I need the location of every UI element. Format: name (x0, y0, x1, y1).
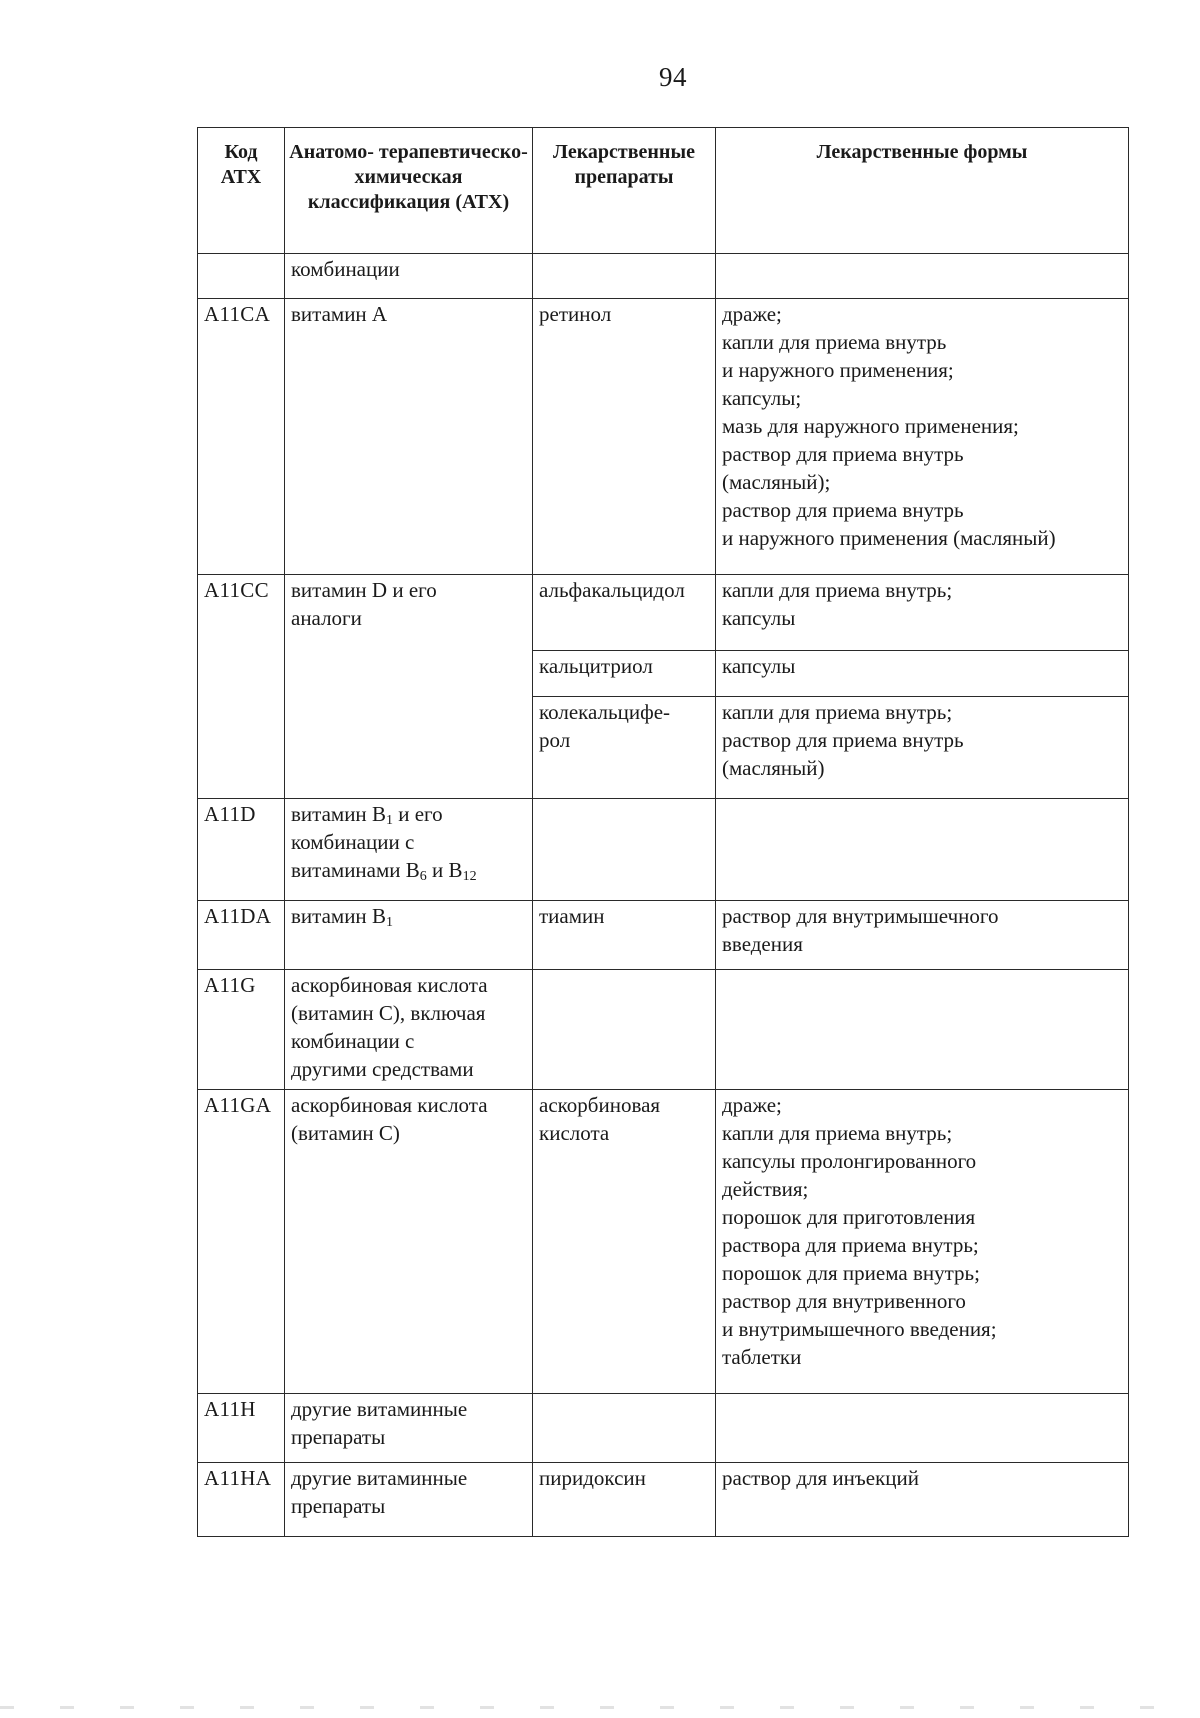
drug-name-line: пиридоксин (539, 1466, 646, 1490)
classification-cell (285, 799, 533, 901)
table-body (198, 254, 1129, 1537)
table-row (198, 970, 1129, 1090)
drug-name-line: аскорбиновая (539, 1093, 661, 1117)
drug-name-cell (533, 1463, 716, 1537)
dosage-form-line: капли для приема внутрь; (722, 1121, 953, 1145)
dosage-forms-cell (716, 970, 1129, 1090)
dosage-form-line: капсулы; (722, 386, 802, 410)
drug-name-line: тиамин (539, 904, 605, 928)
dosage-form-line: раствор для инъекций (722, 1466, 919, 1490)
dosage-form-line: драже; (722, 302, 782, 326)
dosage-form-line: порошок для приема внутрь; (722, 1261, 980, 1285)
classification-line: препараты (291, 1425, 386, 1449)
header-line: химическая (354, 166, 463, 188)
drug-name-cell (533, 970, 716, 1090)
drug-name-cell (533, 901, 716, 970)
atx-code-cell: A11H (198, 1394, 285, 1463)
header-line: Лекарственные (553, 141, 695, 163)
header-drugs (533, 128, 716, 254)
atx-table (197, 127, 1129, 1537)
drug-name-line: альфакальцидол (539, 578, 685, 602)
drug-name-line: колекальцифе- (539, 700, 671, 724)
dosage-forms-cell (716, 575, 1129, 651)
dosage-forms-cell (716, 1394, 1129, 1463)
drug-name-line: кальцитриол (539, 654, 653, 678)
dosage-form-line: капли для приема внутрь (722, 330, 947, 354)
dosage-forms-cell (716, 299, 1129, 575)
atx-code-cell: A11CA (198, 299, 285, 575)
classification-line: (витамин С) (291, 1121, 400, 1145)
classification-line: витамин А (291, 302, 388, 326)
classification-cell (285, 1090, 533, 1394)
header-line: Код (224, 141, 258, 163)
page-number: 94 (659, 62, 687, 92)
header-line: классификация (АТХ) (307, 191, 510, 213)
dosage-form-line: и внутримышечного введения; (722, 1317, 997, 1341)
header-code (198, 128, 285, 254)
classification-line: витамин $B_1$ (291, 904, 393, 930)
drug-name-cell (533, 254, 716, 299)
drug-name-cell (533, 1090, 716, 1394)
dosage-forms-cell (716, 651, 1129, 697)
atx-code-cell: A11HA (198, 1463, 285, 1537)
header-line: Лекарственные формы (816, 141, 1028, 163)
atx-code-cell: A11DA (198, 901, 285, 970)
table-row (198, 575, 1129, 651)
classification-line: аскорбиновая кислота (291, 973, 488, 997)
drug-name-line: кислота (539, 1121, 610, 1145)
dosage-form-line: драже; (722, 1093, 782, 1117)
dosage-forms-cell (716, 901, 1129, 970)
classification-line: аскорбиновая кислота (291, 1093, 488, 1117)
header-line: АТХ (220, 166, 262, 188)
table-row (198, 254, 1129, 299)
scan-artifact-line (0, 1706, 1200, 1709)
dosage-form-line: порошок для приготовления (722, 1205, 976, 1229)
header-classification (285, 128, 533, 254)
dosage-form-line: раствор для приема внутрь (722, 498, 964, 522)
dosage-forms-cell (716, 1463, 1129, 1537)
dosage-form-line: и наружного применения (масляный) (722, 526, 1056, 550)
dosage-form-line: раствор для приема внутрь (722, 442, 964, 466)
dosage-forms-cell (716, 799, 1129, 901)
header-line: Анатомо- (289, 141, 374, 163)
classification-line: (витамин С), включая (291, 1001, 486, 1025)
classification-line: аналоги (291, 606, 362, 630)
dosage-form-line: действия; (722, 1177, 809, 1201)
classification-line: комбинации с (291, 830, 415, 854)
classification-line: витамин $B_1$ и его (291, 802, 443, 828)
atx-code-cell: A11G (198, 970, 285, 1090)
drug-name-cell (533, 799, 716, 901)
drug-name-cell (533, 697, 716, 799)
classification-cell (285, 901, 533, 970)
classification-line: витаминами $B_6$ и $B_{12}$ (291, 858, 477, 884)
dosage-form-line: капсулы (722, 606, 796, 630)
table-row (198, 1394, 1129, 1463)
dosage-form-line: (масляный) (722, 756, 825, 780)
classification-cell (285, 299, 533, 575)
table-row (198, 1463, 1129, 1537)
classification-cell (285, 575, 533, 799)
table-header (198, 128, 1129, 254)
dosage-form-line: введения (722, 932, 803, 956)
classification-line: другие витаминные (291, 1397, 468, 1421)
dosage-form-line: капсулы пролонгированного (722, 1149, 977, 1173)
classification-cell (285, 1394, 533, 1463)
dosage-form-line: раствора для приема внутрь; (722, 1233, 979, 1257)
atx-code-cell: A11CC (198, 575, 285, 799)
classification-line: комбинации (291, 257, 400, 281)
classification-line: другие витаминные (291, 1466, 468, 1490)
classification-line: комбинации с (291, 1029, 415, 1053)
drug-name-line: ретинол (539, 302, 612, 326)
dosage-form-line: таблетки (722, 1345, 802, 1369)
dosage-form-line: раствор для внутримышечного (722, 904, 999, 928)
atx-code-cell: A11D (198, 799, 285, 901)
classification-cell (285, 254, 533, 299)
drug-name-cell (533, 575, 716, 651)
header-line: терапевтическо- (378, 141, 528, 163)
drug-name-cell (533, 651, 716, 697)
dosage-form-line: раствор для внутривенного (722, 1289, 966, 1313)
classification-cell (285, 970, 533, 1090)
header-row (198, 128, 1129, 254)
dosage-form-line: мазь для наружного применения; (722, 414, 1019, 438)
table-row (198, 799, 1129, 901)
dosage-forms-cell (716, 1090, 1129, 1394)
dosage-form-line: капли для приема внутрь; (722, 578, 953, 602)
classification-line: витамин D и его (291, 578, 437, 602)
table-row (198, 1090, 1129, 1394)
dosage-form-line: раствор для приема внутрь (722, 728, 964, 752)
table-row (198, 299, 1129, 575)
header-line: препараты (574, 166, 674, 188)
drug-name-line: рол (539, 728, 571, 752)
header-forms (716, 128, 1129, 254)
classification-cell (285, 1463, 533, 1537)
drug-name-cell (533, 299, 716, 575)
dosage-forms-cell (716, 697, 1129, 799)
atx-code-cell (198, 254, 285, 299)
drug-name-cell (533, 1394, 716, 1463)
classification-line: другими средствами (291, 1057, 474, 1081)
dosage-form-line: капли для приема внутрь; (722, 700, 953, 724)
dosage-form-line: и наружного применения; (722, 358, 954, 382)
atx-code-cell: A11GA (198, 1090, 285, 1394)
dosage-form-line: капсулы (722, 654, 796, 678)
classification-line: препараты (291, 1494, 386, 1518)
table-row (198, 901, 1129, 970)
dosage-form-line: (масляный); (722, 470, 831, 494)
dosage-forms-cell (716, 254, 1129, 299)
